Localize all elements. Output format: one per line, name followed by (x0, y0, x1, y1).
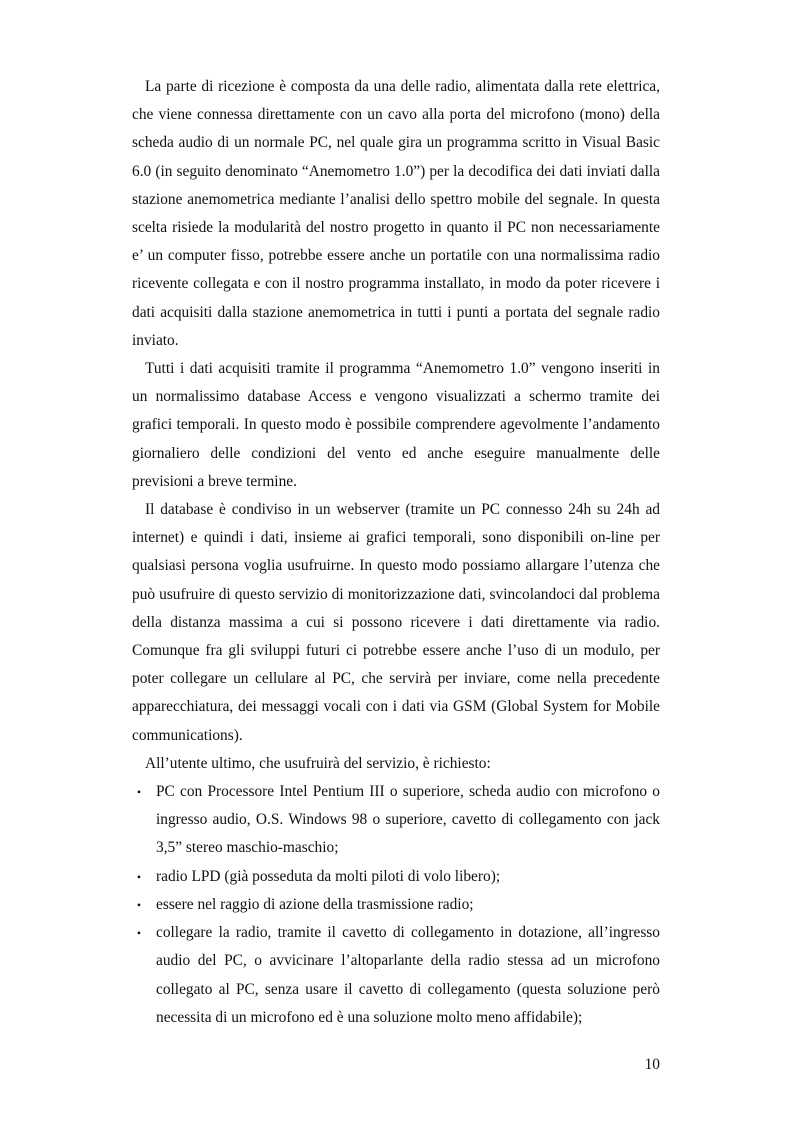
list-item (132, 919, 660, 1032)
bullet-icon: • (136, 926, 142, 941)
paragraph-user-requirements-intro: All’utente ultimo, che usufruirà del servizio, è richiesto: (145, 754, 491, 772)
bullet-icon: • (136, 869, 142, 884)
paragraph-database-graphs: Tutti i dati acquisiti tramite il programma “Anemometro 1.0” vengono inseriti in un normalissimo database Access e vengono visualizzati a schermo tramite dei grafici temporali. In questo modo è possibile comprendere agevolmente l’andamento giornaliero delle condizioni del vento ed anche eseguire manualmente delle previsioni a breve termine. (132, 360, 660, 490)
page-number: 10 (644, 1056, 660, 1073)
paragraph-webserver: Il database è condiviso in un webserver (tramite un PC connesso 24h su 24h ad internet) e quindi i dati, insieme ai grafici temporali, sono disponibili on-line per qualsiasi persona voglia usufruirne. In questo modo possiamo allargare l’utenza che può usufruire di questo servizio di monitorizzazione dati, svincolandoci dal problema della distanza massima a cui si possono ricevere i dati direttamente via radio. Comunque fra gli sviluppi futuri ci potrebbe essere anche l’uso di un modulo, per poter collegare un cellulare al PC, che servirà per inviare, come nella precedente apparecchiatura, dei messaggi vocali con i dati via GSM (Global System for Mobile communications). (132, 501, 660, 744)
list-item (132, 778, 660, 863)
list-item-text: essere nel raggio di azione della trasmissione radio; (156, 895, 474, 913)
list-item (132, 863, 660, 891)
list-item-text: collegare la radio, tramite il cavetto di collegamento in dotazione, all’ingresso audio del PC, o avvicinare l’altoparlante della radio stessa ad un microfono collegato al PC, senza usare il cavetto di collegamento (questa soluzione però necessita di un microfono ed è una soluzione molto meno affidabile); (156, 924, 660, 1026)
list-item (132, 891, 660, 919)
list-item-text: PC con Processore Intel Pentium III o superiore, scheda audio con microfono o ingresso audio, O.S. Windows 98 o superiore, cavetto di collegamento con jack 3,5” stereo maschio-maschio; (156, 783, 660, 857)
bullet-icon: • (136, 785, 142, 800)
bullet-icon: • (136, 897, 142, 912)
requirements-list (132, 778, 660, 1032)
document-body (132, 73, 660, 1032)
paragraph-reception: La parte di ricezione è composta da una delle radio, alimentata dalla rete elettrica, che viene connessa direttamente con un cavo alla porta del microfono (mono) della scheda audio di un normale PC, nel quale gira un programma scritto in Visual Basic 6.0 (in seguito denominato “Anemometro 1.0”) per la decodifica dei dati inviati dalla stazione anemometrica mediante l’analisi dello spettro mobile del segnale. In questa scelta risiede la modularità del nostro progetto in quanto il PC non necessariamente e’ un computer fisso, potrebbe essere anche un portatile con una normalissima radio ricevente collegata e con il nostro programma installato, in modo da poter ricevere i dati acquisiti dalla stazione anemometrica in tutti i punti a portata del segnale radio inviato. (132, 78, 660, 349)
list-item-text: radio LPD (già posseduta da molti piloti di volo libero); (156, 867, 501, 885)
